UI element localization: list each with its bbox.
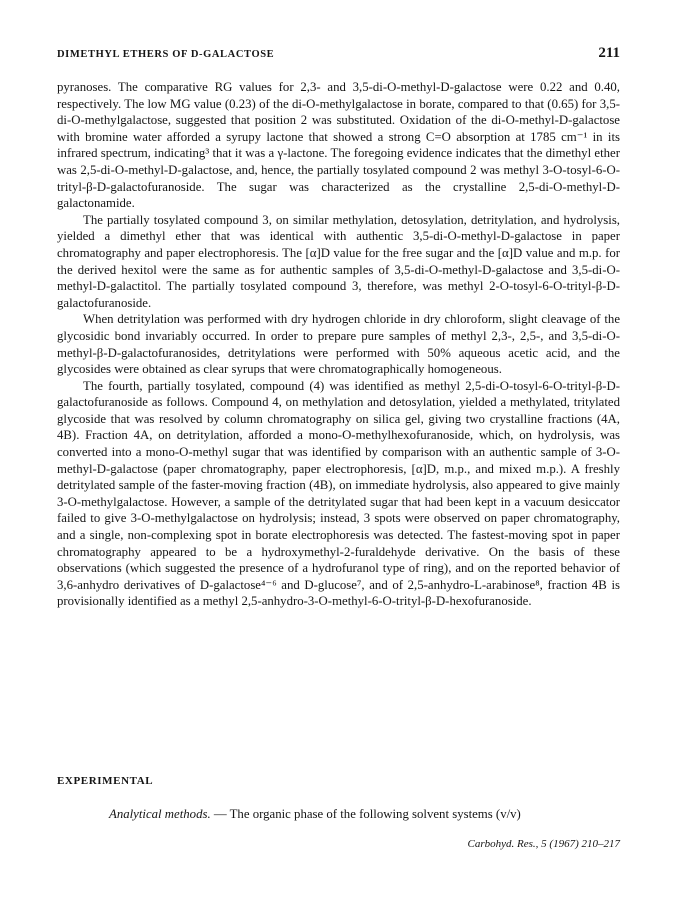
paragraph-4: The fourth, partially tosylated, compound (4) was identified as methyl 2,5-di-O-tosyl-6-O-trityl-β-D-galactofuranoside as follows. Compound 4, on methylation and detosylation, yielded a methylated, tritylated glycoside that was resolved by column chromatography on silica gel, giving two crystalline fractions (4A, 4B). Fraction 4A, on detritylation, afforded a mono-O-methylhexofuranoside, which, on hydrolysis, was converted into a mono-O-methyl sugar that was identified by comparison with an authentic sample of 3-O-methyl-D-galactose (paper chromatography, paper electrophoresis, [α]D, m.p., and mixed m.p.). A freshly detritylated sample of the faster-moving fraction (4B), on immediate hydrolysis, also appeared to give mainly 3-O-methylgalactose. However, a sample of the detritylated sugar that had been kept in a vacuum desiccator failed to give 3-O-methylgalactose on hydrolysis; instead, 3 spots were observed on paper chromatography, and a single, non-complexing spot in borate electrophoresis was detected. The fastest-moving spot in paper chromatography appeared to be a hydroxymethyl-2-furaldehyde derivative. On the basis of these observations (which suggested the presence of a hydrofuranol type of ring), and on the reported behavior of 3,6-anhydro derivatives of D-galactose⁴⁻⁶ and D-glucose⁷, and of 2,5-anhydro-L-arabinose⁸, fraction 4B is provisionally identified as a methyl 2,5-anhydro-3-O-methyl-6-O-trityl-β-D-hexofuranoside. xyxy=(57,378,620,609)
running-head-title: DIMETHYL ETHERS OF D-GALACTOSE xyxy=(57,49,275,60)
journal-citation: Carbohyd. Res., 5 (1967) 210–217 xyxy=(467,838,620,850)
paragraph-3: When detritylation was performed with dry hydrogen chloride in dry chloroform, slight cleavage of the glycosidic bond invariably occurred. In order to prepare pure samples of methyl 2,3-, 2,5-, and 3,5-di-O-methyl-β-D-galactofuranosides, detritylations were performed with 50% aqueous acetic acid, and the glycosides were obtained as clear syrups that were chromatographically homogeneous. xyxy=(57,312,620,377)
paragraph-2: The partially tosylated compound 3, on similar methylation, detosylation, detritylation, and hydrolysis, yielded a dimethyl ether that was identical with authentic 3,5-di-O-methyl-D-galactose in paper chromatography and paper electrophoresis. The [α]D value for the free sugar and the [α]D value and m.p. for the derived hexitol were the same as for authentic samples of 3,5-di-O-methyl-D-galactose and 3,5-di-O-methyl-D-galactitol. The partially tosylated compound 3, therefore, was methyl 2-O-tosyl-6-O-trityl-β-D-galactofuranoside. xyxy=(57,212,620,310)
analytical-methods-text: — The organic phase of the following solvent systems (v/v) xyxy=(210,807,521,821)
section-heading-experimental: EXPERIMENTAL xyxy=(57,775,154,787)
running-head xyxy=(57,45,620,65)
paragraph-1: pyranoses. The comparative RG values for 2,3- and 3,5-di-O-methyl-D-galactose were 0.22 and 0.40, respectively. The low MG value (0.23) of the di-O-methylgalactose in borate, compared to that (0.65) for 3,5-di-O-methylgalactose, suggested that position 2 was substituted. Oxidation of the di-O-methyl-D-galactose with bromine water afforded a syrupy lactone that showed a strong C=O absorption at 1785 cm⁻¹ in its infrared spectrum, indicating³ that it was a γ-lactone. The foregoing evidence indicates that the dimethyl ether was 2,5-di-O-methyl-D-galactose, and, hence, the partially tosylated compound 2 was methyl 3-O-tosyl-6-O-trityl-β-D-galactofuranoside. The sugar was characterized as the crystalline 2,5-di-O-methyl-D-galactonamide. xyxy=(57,80,620,211)
page-number: 211 xyxy=(598,45,620,61)
body-text xyxy=(57,79,620,610)
analytical-methods-label: Analytical methods. xyxy=(109,807,211,821)
analytical-methods-paragraph xyxy=(57,806,620,823)
